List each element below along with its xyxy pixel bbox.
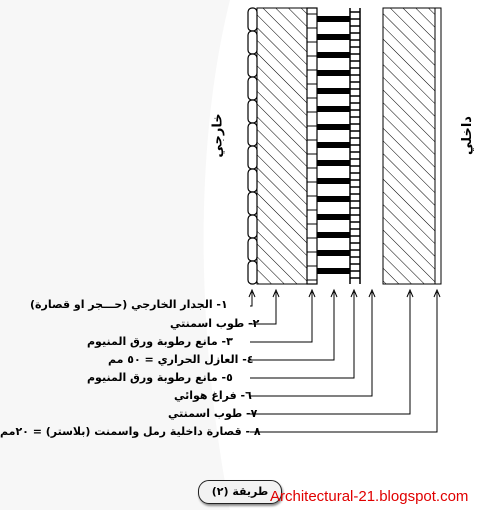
insulation-bar xyxy=(317,106,350,112)
insulation-bar xyxy=(317,142,350,148)
insulation-bar xyxy=(317,250,350,256)
method-badge: طريقة (٢) xyxy=(198,480,282,504)
stone-segment xyxy=(248,8,257,31)
stone-segment xyxy=(248,123,257,146)
stone-segment xyxy=(248,54,257,77)
insulation-bar xyxy=(317,88,350,94)
stone-segment xyxy=(248,238,257,261)
insulation-bar xyxy=(317,232,350,238)
legend-item-1: ١- الجدار الخارجي (حـــجر او قصارة) xyxy=(30,298,228,311)
legend-item-3: ٣- مانع رطوبة ورق المنيوم xyxy=(87,335,233,348)
leader-line xyxy=(250,292,354,378)
insulation-bar xyxy=(317,124,350,130)
insulation-bar xyxy=(317,196,350,202)
insulation-bar xyxy=(317,70,350,76)
legend-item-6: ٦- فراغ هوائي xyxy=(174,389,252,402)
layer-foil-2 xyxy=(350,8,360,284)
stone-segment xyxy=(248,31,257,54)
leader-line xyxy=(250,292,437,432)
exterior-label: خارجي xyxy=(210,113,226,158)
leader-line xyxy=(250,292,334,360)
legend-item-7: ٧- طوب اسمنتي xyxy=(168,407,258,420)
watermark-text: Architectural-21.blogspot.com xyxy=(270,488,469,505)
layer-cement-block-inner xyxy=(383,8,435,284)
layer-insulation xyxy=(317,16,350,274)
stone-segment xyxy=(248,215,257,238)
stone-segment xyxy=(248,77,257,100)
insulation-bar xyxy=(317,52,350,58)
layer-cement-block-outer xyxy=(257,8,307,284)
legend-item-4: ٤- العازل الحراري = ٥٠ مم xyxy=(108,353,254,366)
insulation-bar xyxy=(317,160,350,166)
insulation-bar xyxy=(317,214,350,220)
stone-segment xyxy=(248,100,257,123)
insulation-bar xyxy=(317,16,350,22)
layer-foil-1 xyxy=(307,8,317,284)
legend-item-5: ٥- مانع رطوبة ورق المنيوم xyxy=(87,371,233,384)
stone-segment xyxy=(248,146,257,169)
insulation-bar xyxy=(317,34,350,40)
stone-segment xyxy=(248,261,257,284)
stone-segment xyxy=(248,169,257,192)
leader-lines xyxy=(249,290,440,432)
legend-item-8: ٨ - قصارة داخلية رمل واسمنت (بلاستر) = ٢٠مم xyxy=(0,425,261,438)
interior-label: داخلي xyxy=(459,116,475,155)
legend-item-2: ٢- طوب اسمنتي xyxy=(170,317,260,330)
insulation-bar xyxy=(317,178,350,184)
layer-exterior-stone xyxy=(248,8,257,284)
stone-segment xyxy=(248,192,257,215)
layer-interior-plaster xyxy=(435,8,441,284)
insulation-bar xyxy=(317,268,350,274)
